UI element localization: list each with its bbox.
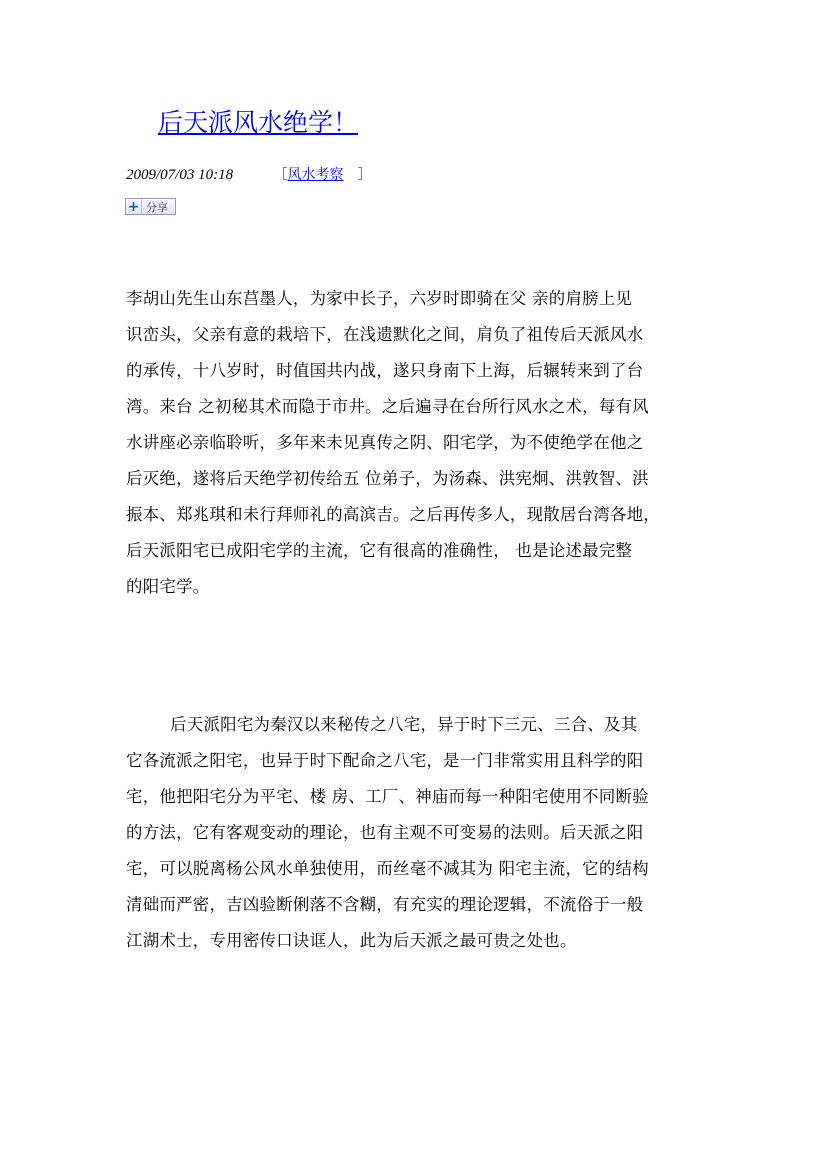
category-bracket-close: ］ [357, 167, 372, 183]
paragraph-line: 后灭绝，遂将后天绝学初传给五 位弟子，为汤森、洪宪炯、洪敦智、洪 [126, 469, 649, 488]
paragraph-line: 的方法，它有客观变动的理论，也有主观不可变易的法则。后天派之阳 [126, 823, 644, 842]
category-link[interactable]: 风水考察 [287, 167, 344, 183]
paragraph-line: 清础而严密，吉凶验断俐落不含糊，有充实的理论逻辑，不流俗于一般 [126, 895, 644, 914]
category-bracket-open: ［ [273, 167, 288, 183]
paragraph-2 [126, 707, 706, 959]
share-button[interactable] [125, 198, 176, 215]
share-label: 分享 [146, 200, 168, 214]
post-title-link[interactable]: 后天派风水绝学！ [158, 108, 359, 137]
post-date: 2009/07/03 10:18 [126, 167, 234, 183]
paragraph-line: 振本、郑兆琪和未行拜师礼的高滨吉。之后再传多人，现散居台湾各地， [126, 505, 661, 524]
paragraph-line: 宅，可以脱离杨公风水单独使用，而丝毫不减其为 阳宅主流，它的结构 [126, 859, 649, 878]
post-meta [126, 164, 372, 184]
plus-icon: + [126, 199, 142, 214]
paragraph-line: 江湖术士，专用密传口诀诓人，此为后天派之最可贵之处也。 [126, 931, 577, 950]
paragraph-1 [126, 281, 706, 605]
paragraph-line: 它各流派之阳宅，也异于时下配命之八宅，是一门非常实用且科学的阳 [126, 751, 644, 770]
paragraph-line: 的承传，十八岁时，时值国共内战，遂只身南下上海，后辗转来到了台 [126, 361, 644, 380]
paragraph-line: 湾。来台 之初秘其术而隐于市井。之后遍寻在台所行风水之术，每有风 [126, 397, 649, 416]
paragraph-line: 识峦头，父亲有意的栽培下，在浅遗默化之间，肩负了祖传后天派风水 [126, 325, 644, 344]
paragraph-line: 后天派阳宅为秦汉以来秘传之八宅，异于时下三元、三合、及其 [126, 715, 638, 734]
paragraph-line: 后天派阳宅已成阳宅学的主流，它有很高的准确性， 也是论述最完整 [126, 541, 633, 560]
paragraph-line: 的阳宅学。 [126, 577, 210, 596]
paragraph-line: 宅，他把阳宅分为平宅、楼 房、工厂、神庙而每一种阳宅使用不同断验 [126, 787, 649, 806]
paragraph-line: 李胡山先生山东莒墨人，为家中长子，六岁时即骑在父 亲的肩膀上见 [126, 289, 633, 308]
paragraph-line: 水讲座必亲临聆听，多年来未见真传之阴、阳宅学，为不使绝学在他之 [126, 433, 644, 452]
